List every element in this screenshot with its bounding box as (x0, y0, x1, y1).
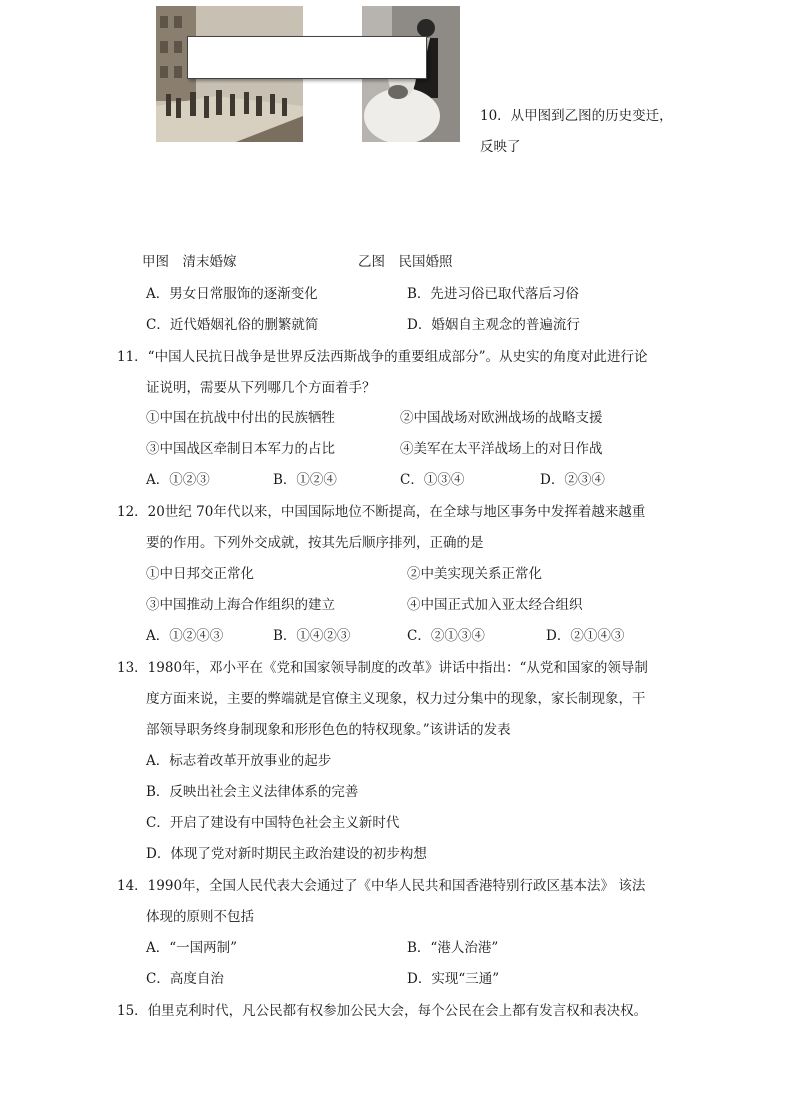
q12-stem-line1: 12．20世纪 70年代以来，中国国际地位不断提高，在全球与地区事务中发挥着越来越重 (117, 504, 646, 520)
q11-item-2: ②中国战场对欧洲战场的战略支援 (400, 410, 603, 426)
q12-option-d: D．②①④③ (546, 628, 625, 644)
left-image-caption: 甲图 清末婚嫁 (142, 254, 237, 270)
q10-stem-line2: 反映了 (480, 139, 521, 155)
q11-item-3: ③中国战区牵制日本军力的占比 (146, 441, 335, 457)
q11-item-4: ④美军在太平洋战场上的对日作战 (400, 441, 603, 457)
q10-option-c: C．近代婚姻礼俗的删繁就简 (146, 317, 319, 333)
q10-option-b: B．先进习俗已取代落后习俗 (407, 286, 579, 302)
q12-stem-line2: 要的作用。下列外交成就，按其先后顺序排列，正确的是 (146, 535, 484, 551)
q12-item-3: ③中国推动上海合作组织的建立 (146, 597, 335, 613)
q12-option-c: C．②①③④ (407, 628, 485, 644)
q15-stem-line1: 15．伯里克利时代，凡公民都有权参加公民大会，每个公民在会上都有发言权和表决权。 (117, 1003, 648, 1019)
q13-option-c: C．开启了建设有中国特色社会主义新时代 (146, 815, 400, 831)
q11-item-1: ①中国在抗战中付出的民族牺牲 (146, 410, 335, 426)
q14-option-a: A．“一国两制” (146, 940, 238, 956)
q13-stem-line3: 部领导职务终身制现象和形形色色的特权现象。”该讲话的发表 (146, 722, 511, 738)
q11-option-b: B．①②④ (273, 472, 337, 488)
q12-item-4: ④中国正式加入亚太经合组织 (407, 597, 583, 613)
q11-option-a: A．①②③ (146, 472, 210, 488)
q14-stem-line1: 14．1990年，全国人民代表大会通过了《中华人民共和国香港特别行政区基本法》 该法 (117, 878, 646, 894)
q13-option-b: B．反映出社会主义法律体系的完善 (146, 784, 359, 800)
q12-item-1: ①中日邦交正常化 (146, 566, 254, 582)
right-image-caption: 乙图 民国婚照 (358, 254, 453, 270)
q14-stem-line2: 体现的原则不包括 (146, 909, 254, 925)
q13-stem-line1: 13．1980年，邓小平在《党和国家领导制度的改革》讲话中指出：“从党和国家的领导制 (117, 660, 648, 676)
q14-option-d: D．实现“三通” (407, 971, 500, 987)
q11-option-c: C．①③④ (400, 472, 465, 488)
q10-stem-line1: 10．从甲图到乙图的历史变迁， (480, 108, 673, 124)
image-cover-box (187, 36, 427, 79)
q13-option-a: A．标志着改革开放事业的起步 (146, 753, 332, 769)
q11-stem-line1: 11．“中国人民抗日战争是世界反法西斯战争的重要组成部分”。从史实的角度对此进行论 (117, 349, 648, 365)
q13-option-d: D．体现了党对新时期民主政治建设的初步构想 (146, 846, 427, 862)
q14-option-b: B．“港人治港” (407, 940, 499, 956)
q10-option-d: D．婚姻自主观念的普遍流行 (407, 317, 580, 333)
q14-option-c: C．高度自治 (146, 971, 224, 987)
q10-option-a: A．男女日常服饰的逐渐变化 (146, 286, 318, 302)
q12-item-2: ②中美实现关系正常化 (407, 566, 542, 582)
q13-stem-line2: 度方面来说，主要的弊端就是官僚主义现象，权力过分集中的现象，家长制现象，干 (146, 691, 646, 707)
q12-option-a: A．①②④③ (146, 628, 224, 644)
q11-stem-line2: 证说明，需要从下列哪几个方面着手？ (146, 380, 376, 396)
q11-option-d: D．②③④ (540, 472, 605, 488)
q12-option-b: B．①④②③ (273, 628, 351, 644)
